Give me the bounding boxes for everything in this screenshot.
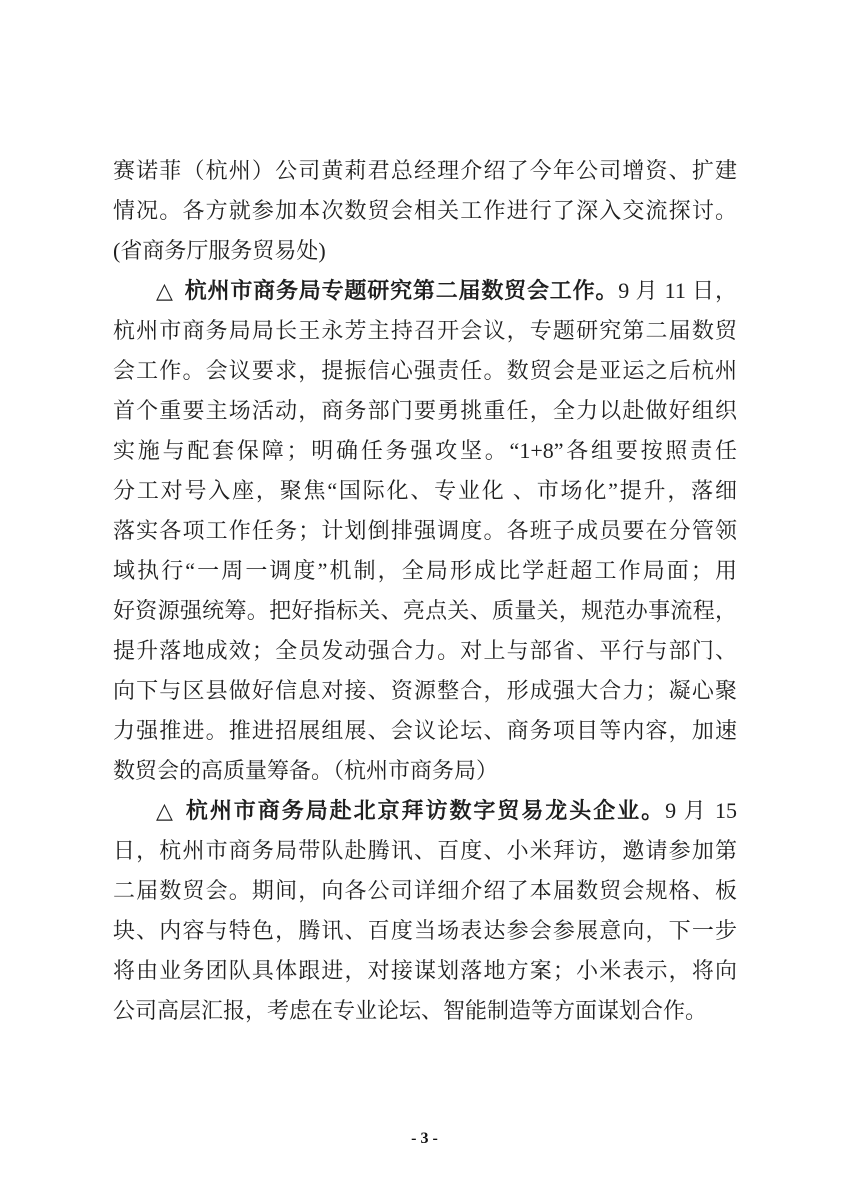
text-line: 日，杭州市商务局带队赴腾讯、百度、小米拜访，邀请参加第: [113, 838, 737, 863]
document-body: [113, 151, 737, 1031]
page-number: - 3 -: [411, 1130, 438, 1147]
text-line: 实施与配套保障；明确任务强攻坚。“1+8”各组要按照责任: [113, 438, 737, 463]
paragraph-1: [113, 151, 737, 271]
text-line: 落实各项工作任务；计划倒排强调度。各班子成员要在分管领: [113, 518, 737, 543]
paragraph-2: [113, 271, 737, 791]
entry-date: 9 月 11 日，: [618, 278, 737, 303]
text-line: 将由业务团队具体跟进，对接谋划落地方案；小米表示，将向: [113, 958, 737, 983]
text-line: 会工作。会议要求，提振信心强责任。数贸会是亚运之后杭州: [113, 358, 737, 383]
text-line: 力强推进。推进招展组展、会议论坛、商务项目等内容，加速: [113, 718, 737, 743]
entry-heading-line: [113, 271, 737, 311]
triangle-marker: △: [156, 278, 174, 303]
text-line: 块、内容与特色，腾讯、百度当场表达参会参展意向，下一步: [113, 918, 737, 943]
text-line: 好资源强统筹。把好指标关、亮点关、质量关，规范办事流程，: [113, 598, 737, 623]
entry-heading: 杭州市商务局赴北京拜访数字贸易龙头企业。: [185, 798, 666, 823]
text-line: 分工对号入座，聚焦“国际化、专业化 、市场化”提升，落细: [113, 478, 737, 503]
text-line: 首个重要主场活动，商务部门要勇挑重任，全力以赴做好组织: [113, 398, 737, 423]
text-line-source-attribution: 数贸会的高质量筹备。（杭州市商务局）: [113, 758, 499, 783]
text-line: 杭州市商务局局长王永芳主持召开会议，专题研究第二届数贸: [113, 318, 737, 343]
entry-heading-line: [113, 791, 737, 831]
entry-date: 9 月 15: [665, 798, 737, 823]
paragraph-3: [113, 791, 737, 1031]
text-line: 域执行“一周一调度”机制，全局形成比学赶超工作局面；用: [113, 558, 737, 583]
text-line: 二届数贸会。期间，向各公司详细介绍了本届数贸会规格、板: [113, 878, 737, 903]
text-line: 赛诺菲（杭州）公司黄莉君总经理介绍了今年公司增资、扩建: [113, 158, 737, 183]
triangle-marker: △: [156, 798, 175, 823]
text-line: 向下与区县做好信息对接、资源整合，形成强大合力；凝心聚: [113, 678, 737, 703]
text-line-source-attribution: (省商务厅服务贸易处): [113, 238, 326, 263]
text-line: 提升落地成效；全员发动强合力。对上与部省、平行与部门、: [113, 638, 737, 663]
text-line: 公司高层汇报，考虑在专业论坛、智能制造等方面谋划合作。: [113, 998, 708, 1023]
text-line: 情况。各方就参加本次数贸会相关工作进行了深入交流探讨。: [113, 198, 737, 223]
entry-heading: 杭州市商务局专题研究第二届数贸会工作。: [184, 278, 619, 303]
